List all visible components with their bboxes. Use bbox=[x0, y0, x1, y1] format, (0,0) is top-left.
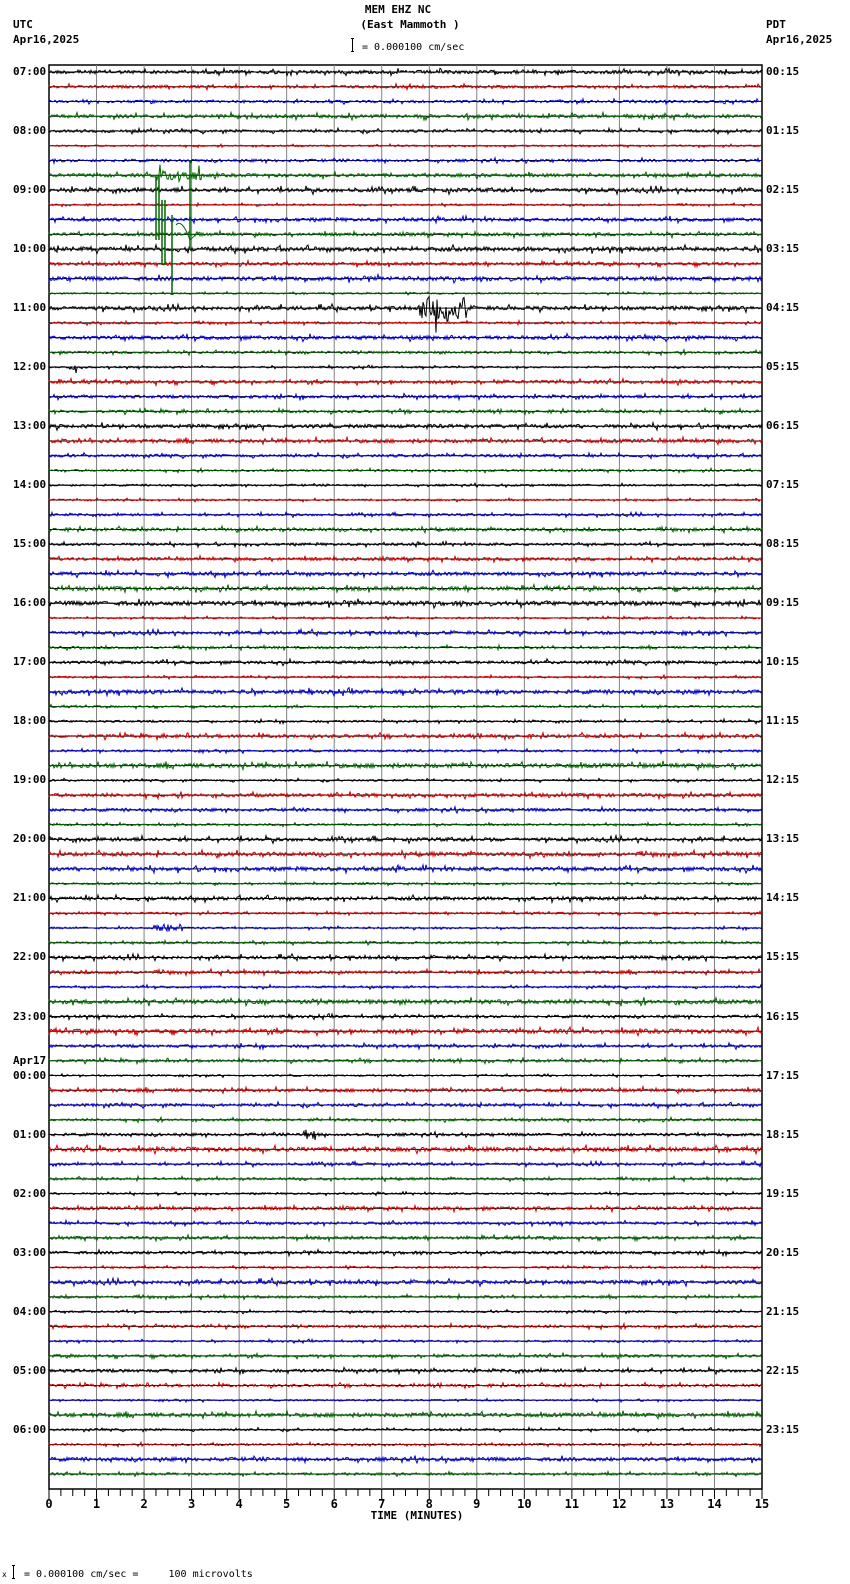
x-axis-title: TIME (MINUTES) bbox=[370, 1509, 464, 1522]
x-tick-label: 14 bbox=[707, 1497, 722, 1511]
utc-hour-label: 00:00 bbox=[13, 1068, 47, 1082]
local-hour-label: 19:15 bbox=[766, 1186, 800, 1200]
x-tick-label: 7 bbox=[378, 1497, 386, 1511]
utc-hour-label: 12:00 bbox=[13, 360, 47, 374]
utc-hour-label: 22:00 bbox=[13, 950, 47, 964]
x-tick-label: 10 bbox=[517, 1497, 532, 1511]
trace-line bbox=[49, 297, 762, 333]
local-hour-label: 18:15 bbox=[766, 1127, 800, 1141]
trace-line bbox=[49, 1278, 762, 1286]
utc-hour-label: 17:00 bbox=[13, 655, 47, 669]
date-change-label: Apr17 bbox=[13, 1053, 47, 1067]
trace-line bbox=[49, 498, 762, 502]
station-title: MEM EHZ NC bbox=[364, 3, 432, 16]
trace-line bbox=[49, 895, 762, 903]
local-hour-label: 00:15 bbox=[766, 65, 800, 78]
trace-line bbox=[49, 1339, 762, 1343]
trace-line bbox=[49, 940, 762, 945]
local-hour-label: 14:15 bbox=[766, 891, 800, 905]
x-tick-label: 8 bbox=[425, 1497, 433, 1511]
local-hour-label: 11:15 bbox=[766, 714, 800, 728]
station-location: (East Mammoth ) bbox=[360, 18, 460, 31]
footer-scale-label: = 0.000100 cm/sec = 100 microvolts bbox=[24, 1569, 253, 1580]
local-hour-label: 20:15 bbox=[766, 1245, 800, 1259]
right-date: Apr16,2025 bbox=[766, 33, 833, 46]
utc-hour-label: 07:00 bbox=[13, 65, 47, 78]
scale-label: = 0.000100 cm/sec bbox=[362, 42, 465, 53]
trace-line bbox=[49, 365, 762, 373]
local-hour-label: 22:15 bbox=[766, 1363, 800, 1377]
trace-line bbox=[49, 882, 762, 886]
utc-hour-label: 20:00 bbox=[13, 832, 47, 846]
trace-line bbox=[49, 1145, 762, 1154]
local-hour-label: 04:15 bbox=[766, 301, 800, 315]
trace-line bbox=[49, 261, 762, 267]
trace-line bbox=[49, 542, 762, 548]
x-tick-label: 9 bbox=[473, 1497, 481, 1511]
utc-hour-label: 18:00 bbox=[13, 714, 47, 728]
left-timezone: UTC bbox=[13, 18, 33, 31]
utc-hour-label: 23:00 bbox=[13, 1009, 47, 1023]
utc-hour-label: 02:00 bbox=[13, 1186, 47, 1200]
trace-line bbox=[49, 512, 762, 517]
utc-hour-label: 09:00 bbox=[13, 183, 47, 197]
local-hour-label: 10:15 bbox=[766, 655, 800, 669]
utc-hour-label: 16:00 bbox=[13, 596, 47, 610]
trace-line bbox=[49, 334, 762, 342]
left-date: Apr16,2025 bbox=[13, 33, 80, 46]
trace-line bbox=[49, 99, 762, 104]
trace-line bbox=[49, 1383, 762, 1389]
utc-hour-label: 03:00 bbox=[13, 1245, 47, 1259]
local-hour-label: 12:15 bbox=[766, 773, 800, 787]
trace-line bbox=[49, 1442, 762, 1447]
utc-hour-label: 15:00 bbox=[13, 537, 47, 551]
footer-scale-bar-icon bbox=[12, 1565, 15, 1579]
trace-line bbox=[49, 705, 762, 709]
x-tick-label: 4 bbox=[235, 1497, 243, 1511]
footer-scale-prefix: x bbox=[2, 1570, 7, 1579]
local-hour-label: 03:15 bbox=[766, 242, 800, 256]
utc-hour-label: 11:00 bbox=[13, 301, 47, 315]
local-hour-label: 06:15 bbox=[766, 419, 800, 433]
local-hour-label: 09:15 bbox=[766, 596, 800, 610]
utc-hour-label: 04:00 bbox=[13, 1304, 47, 1318]
utc-hour-label: 21:00 bbox=[13, 891, 47, 905]
local-hour-label: 05:15 bbox=[766, 360, 800, 374]
trace-line bbox=[49, 1192, 762, 1196]
x-tick-label: 5 bbox=[283, 1497, 291, 1511]
local-hour-label: 13:15 bbox=[766, 832, 800, 846]
x-tick-label: 13 bbox=[659, 1497, 675, 1511]
trace-line bbox=[49, 144, 762, 148]
x-tick-label: 6 bbox=[330, 1497, 338, 1511]
trace-line bbox=[49, 954, 762, 961]
x-tick-label: 12 bbox=[612, 1497, 627, 1511]
utc-hour-label: 06:00 bbox=[13, 1422, 47, 1436]
utc-hour-label: 08:00 bbox=[13, 124, 47, 138]
trace-line bbox=[49, 526, 762, 533]
trace-line bbox=[49, 850, 762, 858]
local-hour-label: 01:15 bbox=[766, 124, 800, 138]
utc-hour-label: 01:00 bbox=[13, 1127, 47, 1141]
trace-line bbox=[49, 1043, 762, 1049]
x-tick-label: 0 bbox=[45, 1497, 53, 1511]
utc-hour-label: 19:00 bbox=[13, 773, 47, 787]
x-tick-label: 11 bbox=[564, 1497, 580, 1511]
local-hour-label: 23:15 bbox=[766, 1422, 800, 1436]
trace-line bbox=[49, 675, 762, 679]
trace-line bbox=[49, 1117, 762, 1122]
x-tick-label: 15 bbox=[754, 1497, 770, 1511]
local-hour-label: 21:15 bbox=[766, 1304, 800, 1318]
local-hour-label: 08:15 bbox=[766, 537, 800, 551]
trace-line bbox=[49, 1074, 762, 1078]
x-tick-label: 1 bbox=[92, 1497, 101, 1511]
right-timezone: PDT bbox=[766, 18, 786, 31]
trace-line bbox=[49, 749, 762, 754]
x-tick-label: 2 bbox=[140, 1497, 148, 1511]
x-tick-label: 3 bbox=[187, 1497, 196, 1511]
utc-hour-label: 14:00 bbox=[13, 478, 47, 492]
utc-hour-label: 05:00 bbox=[13, 1363, 47, 1377]
local-hour-label: 07:15 bbox=[766, 478, 800, 492]
local-hour-label: 17:15 bbox=[766, 1068, 800, 1082]
local-hour-label: 16:15 bbox=[766, 1009, 800, 1023]
trace-line bbox=[49, 1294, 762, 1299]
local-hour-label: 15:15 bbox=[766, 950, 800, 964]
utc-hour-label: 10:00 bbox=[13, 242, 47, 256]
utc-hour-label: 13:00 bbox=[13, 419, 47, 433]
local-hour-label: 02:15 bbox=[766, 183, 800, 197]
